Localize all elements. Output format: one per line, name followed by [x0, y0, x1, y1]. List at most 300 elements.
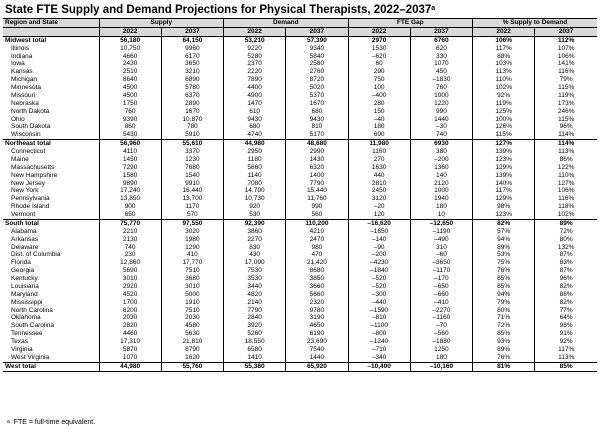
table-cell: –4230: [348, 259, 410, 267]
table-cell: 88%: [473, 53, 535, 61]
table-cell: 4820: [224, 291, 286, 299]
table-cell: 1400: [286, 172, 348, 180]
table-cell: 89%: [473, 346, 535, 354]
table-cell: 380: [410, 148, 472, 156]
table-cell: 72%: [559, 227, 573, 235]
table-cell: 290: [348, 68, 410, 76]
table-cell: 60: [348, 60, 410, 68]
table-cell: 93%: [473, 338, 535, 346]
state-name: Massachusetts: [3, 164, 99, 172]
state-name: Maryland: [3, 291, 99, 299]
table-cell: 9430: [224, 116, 286, 124]
state-name: New York: [3, 187, 99, 195]
table-cell: 860: [99, 123, 161, 131]
table-cell: –800: [348, 330, 410, 338]
table-cell: 75,770: [99, 219, 161, 227]
table-cell: 2370: [224, 60, 286, 68]
table-cell: –200: [348, 251, 410, 259]
table-cell: 10,730: [224, 195, 286, 203]
table-cell: 7290: [99, 164, 161, 172]
table-cell: 57,390: [286, 36, 348, 44]
header-year: 2022: [224, 27, 286, 36]
table-cell: 900: [99, 203, 161, 211]
table-cell: 246%: [557, 107, 575, 115]
table-cell: –16,620: [348, 219, 410, 227]
table-cell: 113%: [558, 353, 575, 361]
table-cell: –1880: [410, 338, 472, 346]
table-cell: 17,770: [161, 259, 223, 267]
table-cell: 57%: [473, 228, 535, 236]
table-cell: 1750: [99, 100, 161, 108]
table-cell: 100: [348, 84, 410, 92]
table-cell: 7890: [224, 76, 286, 84]
table-cell: 115%: [558, 84, 575, 91]
table-cell: 1230: [161, 156, 223, 164]
table-cell: 92,390: [224, 219, 286, 227]
table-cell: 110%: [473, 76, 535, 84]
table-cell: –10,160: [410, 362, 472, 371]
table-cell: 3120: [348, 195, 410, 203]
table-cell: –810: [348, 314, 410, 322]
table-cell: 117%: [558, 345, 575, 353]
table-cell: 1430: [286, 156, 348, 164]
table-cell: 1630: [348, 164, 410, 172]
table-cell: 560: [286, 211, 348, 219]
table-cell: 116%: [558, 195, 575, 203]
table-row: [3, 244, 597, 252]
table-cell: 110,200: [286, 219, 348, 227]
table-cell: 23,690: [286, 338, 348, 346]
table-cell: 330: [410, 53, 472, 61]
table-cell: 115%: [473, 131, 535, 139]
table-cell: 106%: [557, 52, 575, 60]
table-cell: 2120: [410, 180, 472, 188]
region-total-row: [3, 362, 597, 371]
table-row: [3, 148, 597, 156]
table-cell: 5170: [286, 131, 348, 139]
table-cell: 76%: [473, 267, 535, 275]
table-cell: 990: [410, 108, 472, 116]
table-cell: 830: [224, 244, 286, 252]
table-cell: 10,870: [161, 116, 223, 124]
table-cell: 173%: [557, 99, 575, 107]
table-cell: 980: [286, 244, 348, 252]
table-cell: 117%: [473, 45, 535, 53]
table-cell: 85%: [535, 362, 597, 371]
table-cell: 9220: [224, 45, 286, 53]
table-cell: 2130: [99, 236, 161, 244]
table-cell: 83%: [559, 259, 573, 267]
table-cell: 6190: [286, 330, 348, 338]
state-name: Delaware: [3, 244, 99, 252]
table-cell: 116%: [558, 68, 575, 76]
table-cell: 7680: [161, 164, 223, 172]
table-row: [3, 53, 597, 61]
table-cell: 3190: [286, 314, 348, 322]
header-year: 2037: [161, 27, 223, 36]
table-cell: 64,150: [161, 36, 223, 44]
table-cell: 1440: [410, 116, 472, 124]
table-cell: 132%: [557, 243, 575, 251]
table-row: [3, 123, 597, 131]
table-cell: 17,310: [99, 338, 161, 346]
table-cell: 140%: [473, 180, 535, 188]
table-cell: 3650: [161, 60, 223, 68]
table-cell: 150: [348, 108, 410, 116]
table-cell: –520: [348, 283, 410, 291]
table-cell: 2820: [99, 322, 161, 330]
table-cell: 1530: [348, 45, 410, 53]
table-cell: 100%: [473, 116, 535, 124]
state-name: Mississippi: [3, 299, 99, 307]
table-cell: 106%: [557, 187, 575, 195]
table-cell: 610: [224, 108, 286, 116]
table-cell: 48,680: [286, 140, 348, 148]
table-row: [3, 299, 597, 307]
table-cell: 1980: [161, 236, 223, 244]
state-name: Michigan: [3, 76, 99, 84]
table-cell: 6200: [99, 307, 161, 315]
region-total-row: [3, 36, 597, 44]
table-cell: 129%: [473, 195, 535, 203]
table-cell: 7790: [224, 307, 286, 315]
table-cell: 1180: [224, 156, 286, 164]
table-cell: 750: [348, 76, 410, 84]
table-cell: 8640: [99, 76, 161, 84]
table-cell: 5780: [161, 84, 223, 92]
table-cell: 3680: [161, 275, 223, 283]
table-cell: 97,550: [161, 219, 223, 227]
table-cell: 139%: [473, 172, 535, 180]
table-cell: 1070: [410, 60, 472, 68]
table-cell: 7510: [161, 307, 223, 315]
table-cell: 430: [224, 251, 286, 259]
table-cell: –300: [348, 291, 410, 299]
table-cell: –3650: [410, 259, 472, 267]
table-cell: 106%: [473, 36, 535, 44]
table-cell: 2220: [224, 68, 286, 76]
table-cell: –620: [348, 53, 410, 61]
table-cell: 98%: [559, 322, 573, 330]
table-cell: 2950: [224, 148, 286, 156]
table-cell: 126%: [473, 123, 535, 131]
table-cell: 920: [224, 203, 286, 211]
table-cell: –1160: [410, 314, 472, 322]
table-cell: 5910: [161, 131, 223, 139]
table-cell: 5430: [99, 131, 161, 139]
state-name: Illinois: [3, 45, 99, 53]
table-cell: 7540: [286, 346, 348, 354]
table-row: [3, 180, 597, 188]
table-cell: 102%: [557, 211, 575, 218]
table-cell: 4460: [99, 330, 161, 338]
table-cell: 530: [224, 211, 286, 219]
table-cell: 6580: [224, 346, 286, 354]
table-cell: –520: [348, 275, 410, 283]
table-cell: 3920: [224, 322, 286, 330]
region-name: South total: [3, 219, 99, 227]
table-cell: 85%: [473, 330, 535, 338]
table-cell: 2760: [286, 68, 348, 76]
region-name: West total: [3, 362, 99, 371]
table-cell: 2990: [286, 148, 348, 156]
table-cell: 620: [410, 45, 472, 53]
table-cell: 1700: [99, 299, 161, 307]
header-year: 2022: [348, 27, 410, 36]
table-cell: 650: [99, 211, 161, 219]
table-cell: 4580: [161, 322, 223, 330]
table-cell: 15,440: [286, 187, 348, 195]
table-cell: 1670: [286, 100, 348, 108]
table-row: [3, 100, 597, 108]
table-cell: 96%: [559, 275, 573, 282]
state-name: Texas: [3, 338, 99, 346]
table-row: [3, 195, 597, 203]
table-row: [3, 76, 597, 84]
table-cell: 2840: [224, 314, 286, 322]
table-cell: 4740: [224, 131, 286, 139]
table-cell: 71%: [473, 314, 535, 322]
table-cell: 4660: [99, 53, 161, 61]
table-cell: 680: [224, 123, 286, 131]
table-row: [3, 164, 597, 172]
table-cell: 21,420: [286, 259, 348, 267]
table-cell: 119%: [558, 91, 575, 99]
table-cell: 1620: [161, 354, 223, 362]
state-name: Maine: [3, 156, 99, 164]
table-cell: –1100: [348, 322, 410, 330]
table-cell: –560: [410, 330, 472, 338]
header-year: 2037: [410, 27, 472, 36]
table-row: [3, 45, 597, 53]
table-cell: 3370: [161, 148, 223, 156]
table-cell: 94%: [473, 291, 535, 299]
table-cell: 1450: [99, 156, 161, 164]
table-cell: 113%: [558, 148, 575, 155]
header-year: 2022: [99, 27, 161, 36]
table-cell: 3440: [224, 283, 286, 291]
table-cell: 55,760: [161, 362, 223, 371]
table-cell: 81%: [473, 362, 535, 371]
table-cell: 5370: [286, 92, 348, 100]
header-demand: Demand: [224, 19, 349, 28]
header-row-groups: [3, 19, 597, 28]
table-cell: 53%: [473, 251, 535, 259]
table-cell: 780: [161, 123, 223, 131]
table-cell: 4500: [99, 84, 161, 92]
table-cell: 1000: [410, 187, 472, 195]
table-cell: 440: [348, 172, 410, 180]
table-cell: –90: [348, 244, 410, 252]
table-cell: 2970: [348, 36, 410, 44]
table-cell: –660: [410, 291, 472, 299]
table-cell: 18,550: [224, 338, 286, 346]
state-name: Florida: [3, 259, 99, 267]
table-cell: 3010: [161, 283, 223, 291]
table-cell: 810: [286, 123, 348, 131]
table-cell: 127%: [473, 140, 535, 148]
table-cell: 44,980: [99, 362, 161, 371]
table-cell: 2430: [99, 60, 161, 68]
table-cell: –12,650: [410, 219, 472, 227]
table-cell: 123%: [473, 156, 535, 164]
table-cell: –140: [348, 236, 410, 244]
table-cell: 16,440: [161, 187, 223, 195]
state-name: Minnesota: [3, 84, 99, 92]
table-cell: 8680: [286, 267, 348, 275]
table-cell: 3210: [161, 68, 223, 76]
table-cell: 53,210: [224, 36, 286, 44]
projections-table: [3, 18, 597, 372]
table-row: [3, 314, 597, 322]
table-cell: 79%: [473, 299, 535, 307]
state-name: West Virginia: [3, 354, 99, 362]
table-cell: 86%: [559, 155, 573, 163]
table-cell: 6760: [410, 36, 472, 44]
state-name: Arkansas: [3, 236, 99, 244]
table-cell: 4110: [99, 148, 161, 156]
table-cell: 10,750: [99, 45, 161, 53]
table-cell: 1440: [286, 354, 348, 362]
table-cell: 123%: [473, 211, 535, 219]
table-cell: –1590: [348, 307, 410, 315]
table-cell: 120: [348, 211, 410, 219]
table-cell: 7790: [286, 180, 348, 188]
table-cell: 2140: [224, 299, 286, 307]
table-cell: 2510: [99, 68, 161, 76]
table-cell: 2450: [348, 187, 410, 195]
table-cell: 9960: [161, 45, 223, 53]
table-row: [3, 322, 597, 330]
state-name: Nebraska: [3, 100, 99, 108]
table-cell: 1360: [410, 164, 472, 172]
header-year: 2037: [286, 27, 348, 36]
table-cell: –70: [410, 322, 472, 330]
table-cell: 82%: [559, 298, 573, 306]
table-cell: 410: [161, 251, 223, 259]
table-row: [3, 330, 597, 338]
table-row: [3, 283, 597, 291]
table-cell: –170: [410, 275, 472, 283]
state-name: North Dakota: [3, 108, 99, 116]
state-name: Pennsylvania: [3, 195, 99, 203]
table-cell: 1410: [224, 354, 286, 362]
table-cell: 5660: [286, 291, 348, 299]
table-cell: 990: [286, 203, 348, 211]
table-cell: 91%: [559, 330, 573, 338]
table-cell: 13,850: [99, 195, 161, 203]
table-row: [3, 251, 597, 259]
state-name: Kentucky: [3, 275, 99, 283]
table-cell: 2030: [161, 314, 223, 322]
table-cell: 270: [348, 156, 410, 164]
state-name: Indiana: [3, 53, 99, 61]
table-cell: 1220: [410, 100, 472, 108]
table-cell: 92%: [559, 338, 573, 345]
table-row: [3, 172, 597, 180]
table-cell: 9890: [99, 180, 161, 188]
table-cell: –440: [348, 299, 410, 307]
header-region-state: Region and State: [3, 19, 99, 28]
state-name: Ohio: [3, 116, 99, 124]
table-cell: 7080: [224, 180, 286, 188]
table-cell: 1290: [161, 244, 223, 252]
state-name: New Hampshire: [3, 172, 99, 180]
table-cell: 140: [410, 172, 472, 180]
table-row: [3, 259, 597, 267]
table-cell: 470: [286, 251, 348, 259]
table-cell: 85%: [473, 283, 535, 291]
table-cell: 450: [410, 68, 472, 76]
table-row: [3, 228, 597, 236]
table-cell: 118%: [558, 203, 575, 211]
table-row: [3, 211, 597, 219]
table-cell: 1470: [224, 100, 286, 108]
state-name: Missouri: [3, 92, 99, 100]
table-cell: 107%: [557, 44, 575, 52]
table-row: [3, 116, 597, 124]
table-cell: 21,810: [161, 338, 223, 346]
table-cell: 2210: [99, 228, 161, 236]
table-cell: –410: [410, 299, 472, 307]
table-cell: 230: [99, 251, 161, 259]
state-name: North Carolina: [3, 307, 99, 315]
table-cell: 7530: [224, 267, 286, 275]
table-cell: 1670: [161, 108, 223, 116]
table-row: [3, 267, 597, 275]
table-cell: 55,610: [161, 140, 223, 148]
table-cell: 2270: [224, 236, 286, 244]
state-name: Georgia: [3, 267, 99, 275]
table-cell: 4210: [286, 228, 348, 236]
header-year: 2037: [535, 27, 597, 36]
table-cell: 9390: [99, 116, 161, 124]
header-fte-gap: FTE Gap: [348, 19, 473, 28]
table-cell: 64%: [559, 314, 573, 322]
table-cell: 76%: [473, 354, 535, 362]
table-cell: –40: [348, 116, 410, 124]
table-row: [3, 60, 597, 68]
table-cell: –710: [348, 346, 410, 354]
table-cell: 114%: [535, 140, 597, 148]
state-name: South Carolina: [3, 322, 99, 330]
table-cell: 72%: [473, 322, 535, 330]
state-name: Louisiana: [3, 283, 99, 291]
table-cell: 117%: [473, 187, 535, 195]
table-cell: 9430: [286, 116, 348, 124]
header-row-years: [3, 27, 597, 36]
table-cell: 5280: [224, 53, 286, 61]
table-row: [3, 68, 597, 76]
table-cell: 113%: [473, 68, 535, 76]
table-cell: 88%: [559, 290, 573, 298]
table-cell: 80%: [473, 307, 535, 315]
table-row: [3, 275, 597, 283]
table-cell: 9780: [286, 307, 348, 315]
table-cell: –1830: [410, 76, 472, 84]
table-cell: 310: [410, 244, 472, 252]
table-cell: 1910: [161, 299, 223, 307]
table-cell: 1250: [410, 346, 472, 354]
header-supply: Supply: [99, 19, 224, 28]
table-row: [3, 92, 597, 100]
table-cell: 9340: [286, 45, 348, 53]
table-cell: 3860: [224, 228, 286, 236]
state-name: Dist. of Columbia: [3, 251, 99, 259]
table-cell: 82%: [473, 219, 535, 227]
table-cell: 14,790: [224, 187, 286, 195]
table-cell: 5690: [99, 267, 161, 275]
